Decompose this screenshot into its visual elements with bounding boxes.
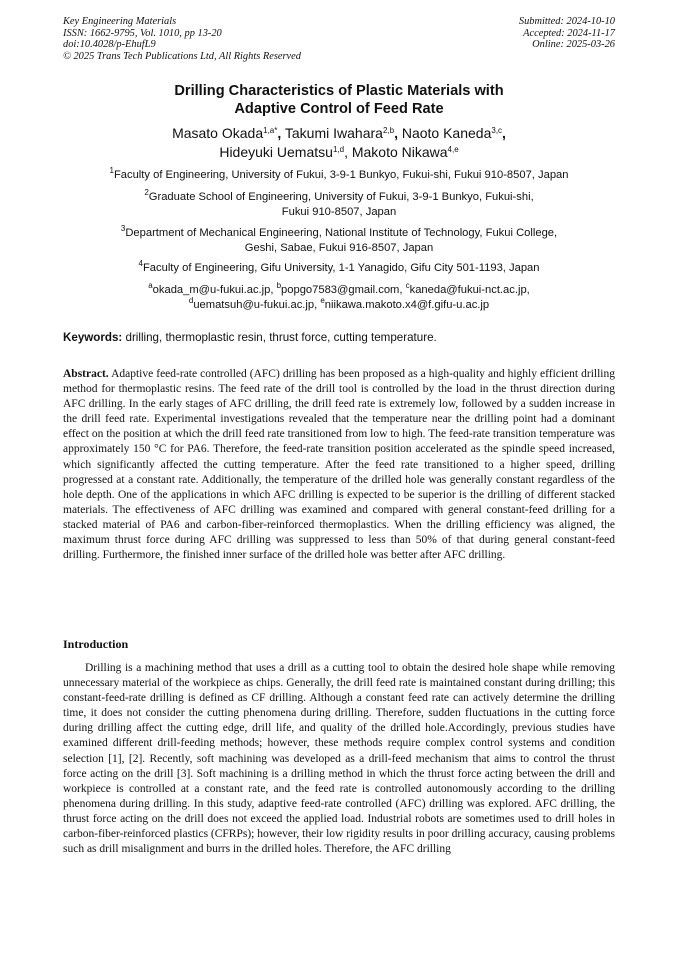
email-sup: d [188,296,194,305]
abstract-text: Adaptive feed-rate controlled (AFC) drilling has been proposed as a high-quality and highly efficient drilling method for thermoplastic resins. The feed rate of the drill tool is controlled by the load in the thrust direction during AFC drilling. In the early stages of AFC drilling, the drill feed rate is extremely low, followed by a sudden increase in the drill feed rate. Experimental investigations revealed that the temperature near the drilling point had a dominant effect on the position at which the drill feed rate transitioned from low to high. The feed-rate transition temperature was approximately 150 °C for PA6. Therefore, the feed-rate transition position accelerated as the spindle speed increased, which significantly affected the cutting temperature. After the feed rate transitioned to a higher speed, drilling progressed at a constant rate. Additionally, the temperature of the drilled hole was generally constant regardless of the hole depth. One of the applications in which AFC drilling is expected to be superior is the drilling of different stacked materials. The effectiveness of AFC drilling was examined and compared with general constant-feed drilling for a stacked material of PA6 and carbon-fiber-reinforced thermoplastics. When the drilling efficiency was aligned, the maximum thrust force during AFC drilling was suppressed to less than 50% of that during general constant-feed drilling. Furthermore, the finished inner surface of the drilled hole was better after AFC drilling. [63,368,615,562]
email-sup: b [276,281,282,290]
author-name: Hideyuki Uematsu [219,144,333,160]
email-list [63,283,615,313]
author-name: Takumi Iwahara [284,125,383,141]
affiliation-2 [63,190,615,220]
copyright: © 2025 Trans Tech Publications Ltd, All Rights Reserved [63,50,301,62]
journal-name: Key Engineering Materials [63,16,177,27]
affiliation-text: Faculty of Engineering, Gifu University, 1-1 Yanagido, Gifu City 501-1193, Japan [142,262,540,274]
author-name: Masato Okada [172,125,264,141]
online-date: Online: 2025-03-26 [532,39,615,51]
affiliation-sup: 1 [109,166,114,175]
author-name: Makoto Nikawa [351,144,448,160]
author-sup: 1,d [332,145,345,154]
title-line-2: Adaptive Control of Feed Rate [234,101,444,117]
author-sup: 3,c [491,126,503,135]
email-d[interactable]: uematsuh@u-fukui.ac.jp, [193,299,318,311]
affiliation-text: Fukui 910-8507, Japan [281,206,397,218]
introduction-body: Drilling is a machining method that uses a drill as a cutting tool to obtain the desired hole shape while removing unnecessary material of the workpiece as chips. Generally, the drill feed rate is maintained constant during drilling; this constant-feed-rate drilling is defined as CF drilling. Although a constant feed rate can actively determine the drilling time, it does not consider the cutting phenomena during drilling. Therefore, sudden fluctuations in the cutting force during drilling affect the cutting edge, drill life, and quality of the drilled hole.Accordingly, previous studies have examined different drill-feeding methods; however, these methods require complex control systems and condition selection [1], [2]. Recently, soft machining was developed as a drill-feed mechanism that aims to control the thrust force acting on the drill [3]. Soft machining is a drilling method in which the thrust force acting between the drill and workpiece is controlled at a constant rate, and the feed rate is controlled autonomously according to the drilling phenomena during drilling. In this study, adaptive feed-rate controlled (AFC) drilling was explored. AFC drilling, the thrust force acting on the drill does not exceed the applied load. Industrial robots are sometimes used to drill holes in carbon-fiber-reinforced plastics (CFRPs); however, their low rigidity results in poor drilling accuracy, causing problems such as drill misalignment and burrs in the drilled holes. Therefore, the AFC drilling [63,662,616,856]
affiliation-text: Geshi, Sabae, Fukui 916-8507, Japan [244,242,434,254]
email-sup: c [405,281,410,290]
keywords-label: Keywords: [63,331,123,344]
email-c[interactable]: kaneda@fukui-nct.ac.jp, [409,284,530,296]
accepted-date: Accepted: 2024-11-17 [523,27,615,39]
doi[interactable]: doi:10.4028/p-EhufL9 [63,39,156,51]
affiliation-text: Graduate School of Engineering, University of Fukui, 3-9-1 Bunkyo, Fukui-shi, [148,191,534,203]
affiliation-sup: 3 [120,224,126,233]
submitted-date: Submitted: 2024-10-10 [518,16,615,27]
abstract-label: Abstract. [63,368,109,380]
email-sup: a [148,281,153,290]
keywords [63,330,615,345]
affiliation-sup: 4 [138,259,143,268]
keywords-text: drilling, thermoplastic resin, thrust force, cutting temperature. [122,331,437,344]
author-list: Masato Okada$^{1,a*}$, Takumi Iwahara$^{2,b}$, Naoto Kaneda$^{3,c}$, Hideyuki Uematsu$^{1,d}$, Makoto Nikawa$^{4,e}$ [172,125,506,160]
author-name: Naoto Kaneda [401,125,492,141]
affiliation-3 [63,226,615,256]
title-line-1: Drilling Characteristics of Plastic Materials with [174,83,504,99]
paper-title [63,82,615,118]
email-b[interactable]: popgo7583@gmail.com, [281,284,403,296]
journal-issn: ISSN: 1662-9795, Vol. 1010, pp 13-20 [63,27,222,39]
dates-header [519,16,615,51]
author-sup: 2,b [382,126,395,135]
affiliation-1 [63,168,615,183]
email-a[interactable]: okada_m@u-fukui.ac.jp, [152,284,274,296]
author-sup: 4,e [447,145,459,154]
affiliation-text: Faculty of Engineering, University of Fukui, 3-9-1 Bunkyo, Fukui-shi, Fukui 910-8507, Japan [113,169,569,181]
journal-header [63,16,301,62]
affiliation-4 [63,261,615,276]
section-heading-introduction: Introduction [63,637,129,651]
email-sup: e [320,296,325,305]
affiliation-sup: 2 [144,188,149,197]
affiliation-text: Department of Mechanical Engineering, National Institute of Technology, Fukui College, [125,227,558,239]
abstract [63,367,615,563]
author-sup: 1,a* [263,126,278,135]
email-e[interactable]: niikawa.makoto.x4@f.gifu-u.ac.jp [324,299,490,311]
